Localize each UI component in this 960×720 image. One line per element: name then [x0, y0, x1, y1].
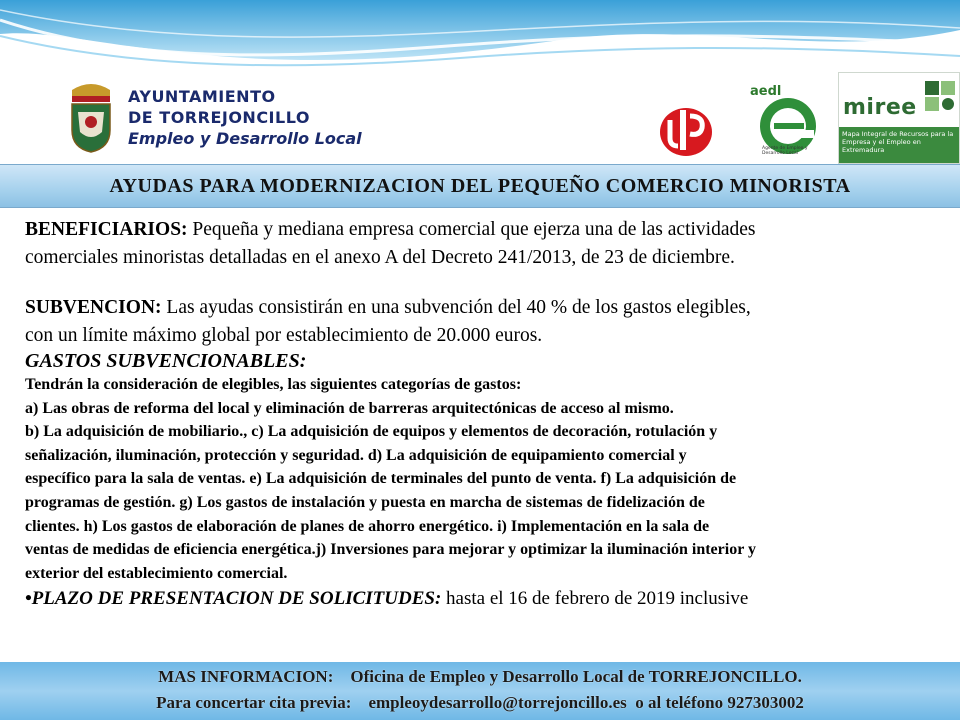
miree-puzzle-icon: [923, 79, 957, 113]
title-banner: [0, 164, 960, 208]
subvencion-label: SUBVENCION:: [25, 297, 162, 318]
org-name-line2: DE TORREJONCILLO: [128, 108, 310, 127]
plazo-label: •PLAZO DE PRESENTACION DE SOLICITUDES:: [25, 588, 442, 610]
gastos-line: clientes. h) Los gastos de elaboración de planes de ahorro energético. i) Implementación en la sala de: [25, 517, 710, 535]
gastos-line: programas de gestión. g) Los gastos de instalación y puesta en marcha de sistemas de fidelización de: [25, 493, 705, 511]
coat-of-arms-icon: [66, 82, 116, 154]
page-title: AYUDAS PARA MODERNIZACION DEL PEQUEÑO COMERCIO MINORISTA: [109, 174, 851, 197]
subvencion-text1: Las ayudas consistirán en una subvención del 40 % de los gastos elegibles,: [161, 297, 751, 318]
miree-logo: [838, 72, 960, 164]
top-wave-decoration: [0, 0, 960, 80]
ayuntamiento-logo: [66, 80, 406, 160]
miree-subtitle: Mapa Integral de Recursos para la Empresa y el Empleo en Extremadura: [839, 127, 959, 163]
gastos-line: señalización, iluminación, protección y seguridad. d) La adquisición de equipamiento comercial y: [25, 446, 687, 464]
footer-info-line: MAS INFORMACION: Oficina de Empleo y Desarrollo Local de TORREJONCILLO.: [158, 667, 802, 686]
footer-contact-line: Para concertar cita previa: empleoydesarrollo@torrejoncillo.es o al teléfono 927303002: [156, 693, 804, 712]
plazo-text: hasta el 16 de febrero de 2019 inclusive: [441, 588, 749, 610]
org-department: Empleo y Desarrollo Local: [128, 129, 362, 148]
subvencion-line2: con un límite máximo global por establecimiento de 20.000 euros.: [25, 325, 543, 346]
main-content: [25, 216, 950, 612]
org-name-line1: AYUNTAMIENTO: [128, 87, 276, 106]
footer-banner: [0, 662, 960, 720]
beneficiarios-label: BENEFICIARIOS:: [25, 219, 188, 240]
gastos-line: específico para la sala de ventas. e) La adquisición de terminales del punto de venta. f) La adquisición de: [25, 470, 737, 488]
beneficiarios-line2: comerciales minoristas detalladas en el anexo A del Decreto 241/2013, de 23 de diciembre.: [25, 247, 735, 268]
aedl-subtitle: Agente de Empleo y Desarrollo Local: [762, 146, 808, 156]
gastos-line: exterior del establecimiento comercial.: [25, 564, 288, 582]
upt-logo-icon: [658, 102, 714, 158]
gastos-line: Tendrán la consideración de elegibles, las siguientes categorías de gastos:: [25, 376, 522, 393]
gastos-line: a) Las obras de reforma del local y eliminación de barreras arquitectónicas de acceso al mismo.: [25, 399, 674, 417]
beneficiarios-line1: [25, 216, 950, 244]
aedl-label: aedl: [750, 84, 782, 99]
gastos-heading: GASTOS SUBVENCIONABLES:: [25, 350, 307, 372]
gastos-line: b) La adquisición de mobiliario., c) La adquisición de equipos y elementos de decoración, rotulación y: [25, 423, 718, 441]
miree-label: miree: [843, 95, 917, 120]
subvencion-line1: [25, 294, 950, 322]
plazo-line: [25, 586, 950, 612]
beneficiarios-text1: Pequeña y mediana empresa comercial que ejerza una de las actividades: [187, 219, 756, 240]
gastos-line: ventas de medidas de eficiencia energética.j) Inversiones para mejorar y optimizar la iluminación interior y: [25, 541, 756, 559]
